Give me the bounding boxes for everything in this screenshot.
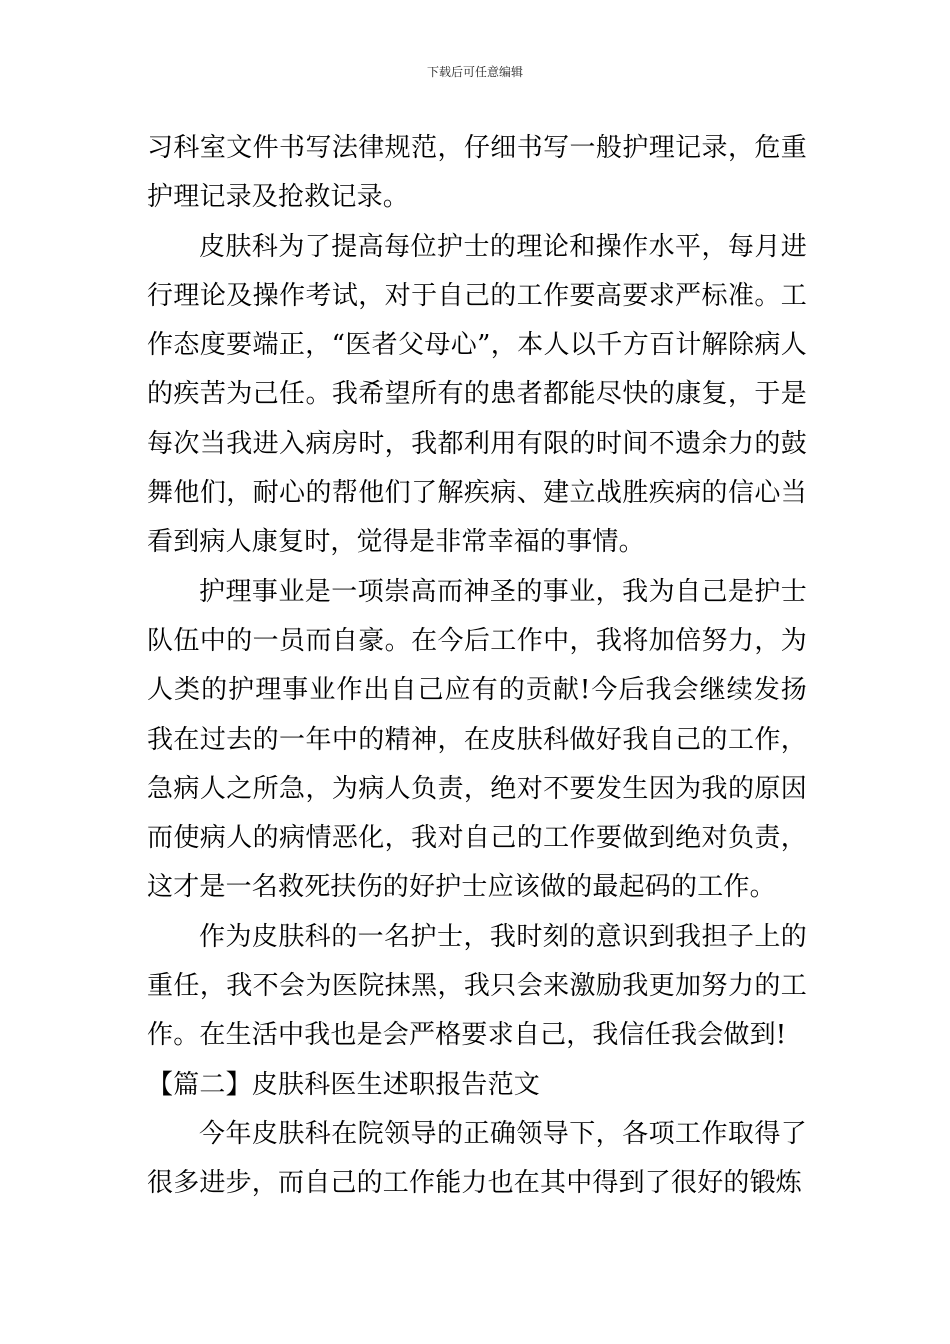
paragraph-dermatology-training: 皮肤科为了提高每位护士的理论和操作水平，每月进行理论及操作考试，对于自己的工作要高要求严标准。工作态度要端正，“医者父母心”，本人以千方百计解除病人的疾苦为己任。我希望所有的患者都能尽快的康复，于是每次当我进入病房时，我都利用有限的时间不遗余力的鼓舞他们，耐心的帮他们了解疾病、建立战胜疾病的信心当看到病人康复时，觉得是非常幸福的事情。 xyxy=(147,231,807,558)
paragraph-doctor-report-intro: 今年皮肤科在院领导的正确领导下，各项工作取得了很多进步，而自己的工作能力也在其中得到了很好的锻炼 xyxy=(147,1118,807,1199)
paragraph-responsibility: 作为皮肤科的一名护士，我时刻的意识到我担子上的重任，我不会为医院抹黑，我只会来激励我更加努力的工作。在生活中我也是会严格要求自己，我信任我会做到! xyxy=(147,921,807,1051)
section-heading: 【篇二】皮肤科医生述职报告范文 xyxy=(147,1069,541,1100)
paragraph-continuation: 习科室文件书写法律规范，仔细书写一般护理记录，危重护理记录及抢救记录。 xyxy=(147,133,807,213)
document-body xyxy=(147,124,807,1209)
page-header: 下载后可任意编辑 xyxy=(426,65,523,79)
paragraph-nursing-career: 护理事业是一项崇高而神圣的事业，我为自己是护士队伍中的一员而自豪。在今后工作中，我将加倍努力，为人类的护理事业作出自己应有的贡献!今后我会继续发扬我在过去的一年中的精神，在皮肤科做好我自己的工作，急病人之所急，为病人负责，绝对不要发生因为我的原因而使病人的病情恶化，我对自己的工作要做到绝对负责，这才是一名救死扶伤的好护士应该做的最起码的工作。 xyxy=(147,576,807,903)
